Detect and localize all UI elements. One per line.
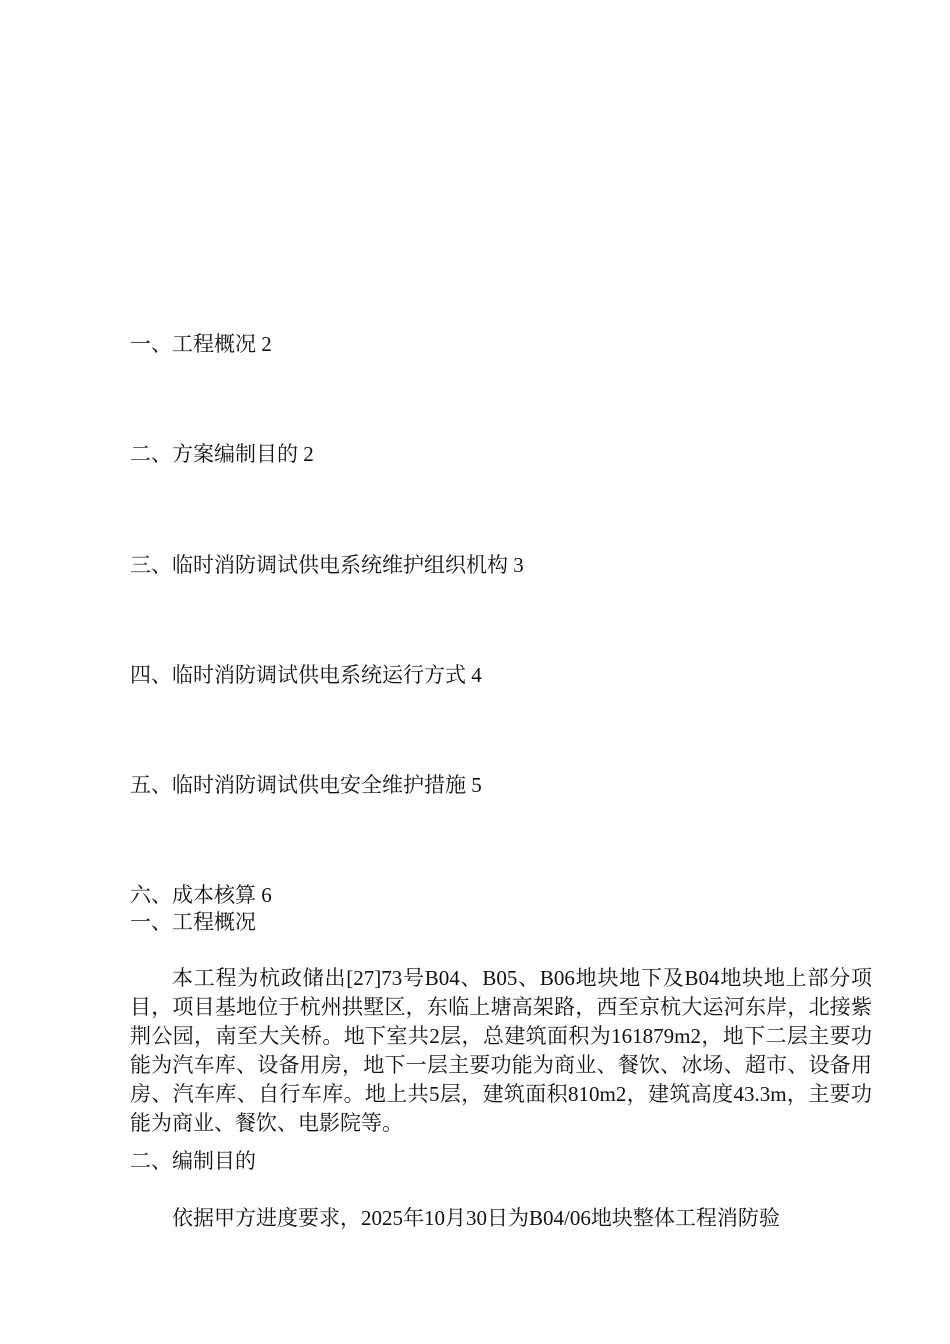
section-heading-overview: 一、工程概况 — [130, 910, 256, 934]
section-paragraph-overview: 本工程为杭政储出[27]73号B04、B05、B06地块地下及B04地块地上部分项目，项目基地位于杭州拱墅区，东临上塘高架路，西至京杭大运河东岸，北接紫荆公园，南至大关桥。地下室共2层，总建筑面积为161879m2，地下二层主要功能为汽车库、设备用房，地下一层主要功能为商业、餐饮、冰场、超市、设备用房、汽车库、自行车库。地上共5层，建筑面积810m2，建筑高度43.3m，主要功能为商业、餐饮、电影院等。 — [130, 966, 872, 1135]
section-paragraph-purpose: 依据甲方进度要求，2025年10月30日为B04/06地块整体工程消防验 — [172, 1206, 780, 1230]
toc-item-overview[interactable]: 一、工程概况 2 — [130, 332, 272, 356]
toc-item-purpose[interactable]: 二、方案编制目的 2 — [130, 442, 314, 466]
toc-item-safety[interactable]: 五、临时消防调试供电安全维护措施 5 — [130, 773, 482, 797]
section-heading-purpose: 二、编制目的 — [130, 1149, 256, 1173]
toc-item-organization[interactable]: 三、临时消防调试供电系统维护组织机构 3 — [130, 553, 524, 577]
toc-item-operation[interactable]: 四、临时消防调试供电系统运行方式 4 — [130, 663, 482, 687]
toc-item-cost[interactable]: 六、成本核算 6 — [130, 883, 272, 907]
